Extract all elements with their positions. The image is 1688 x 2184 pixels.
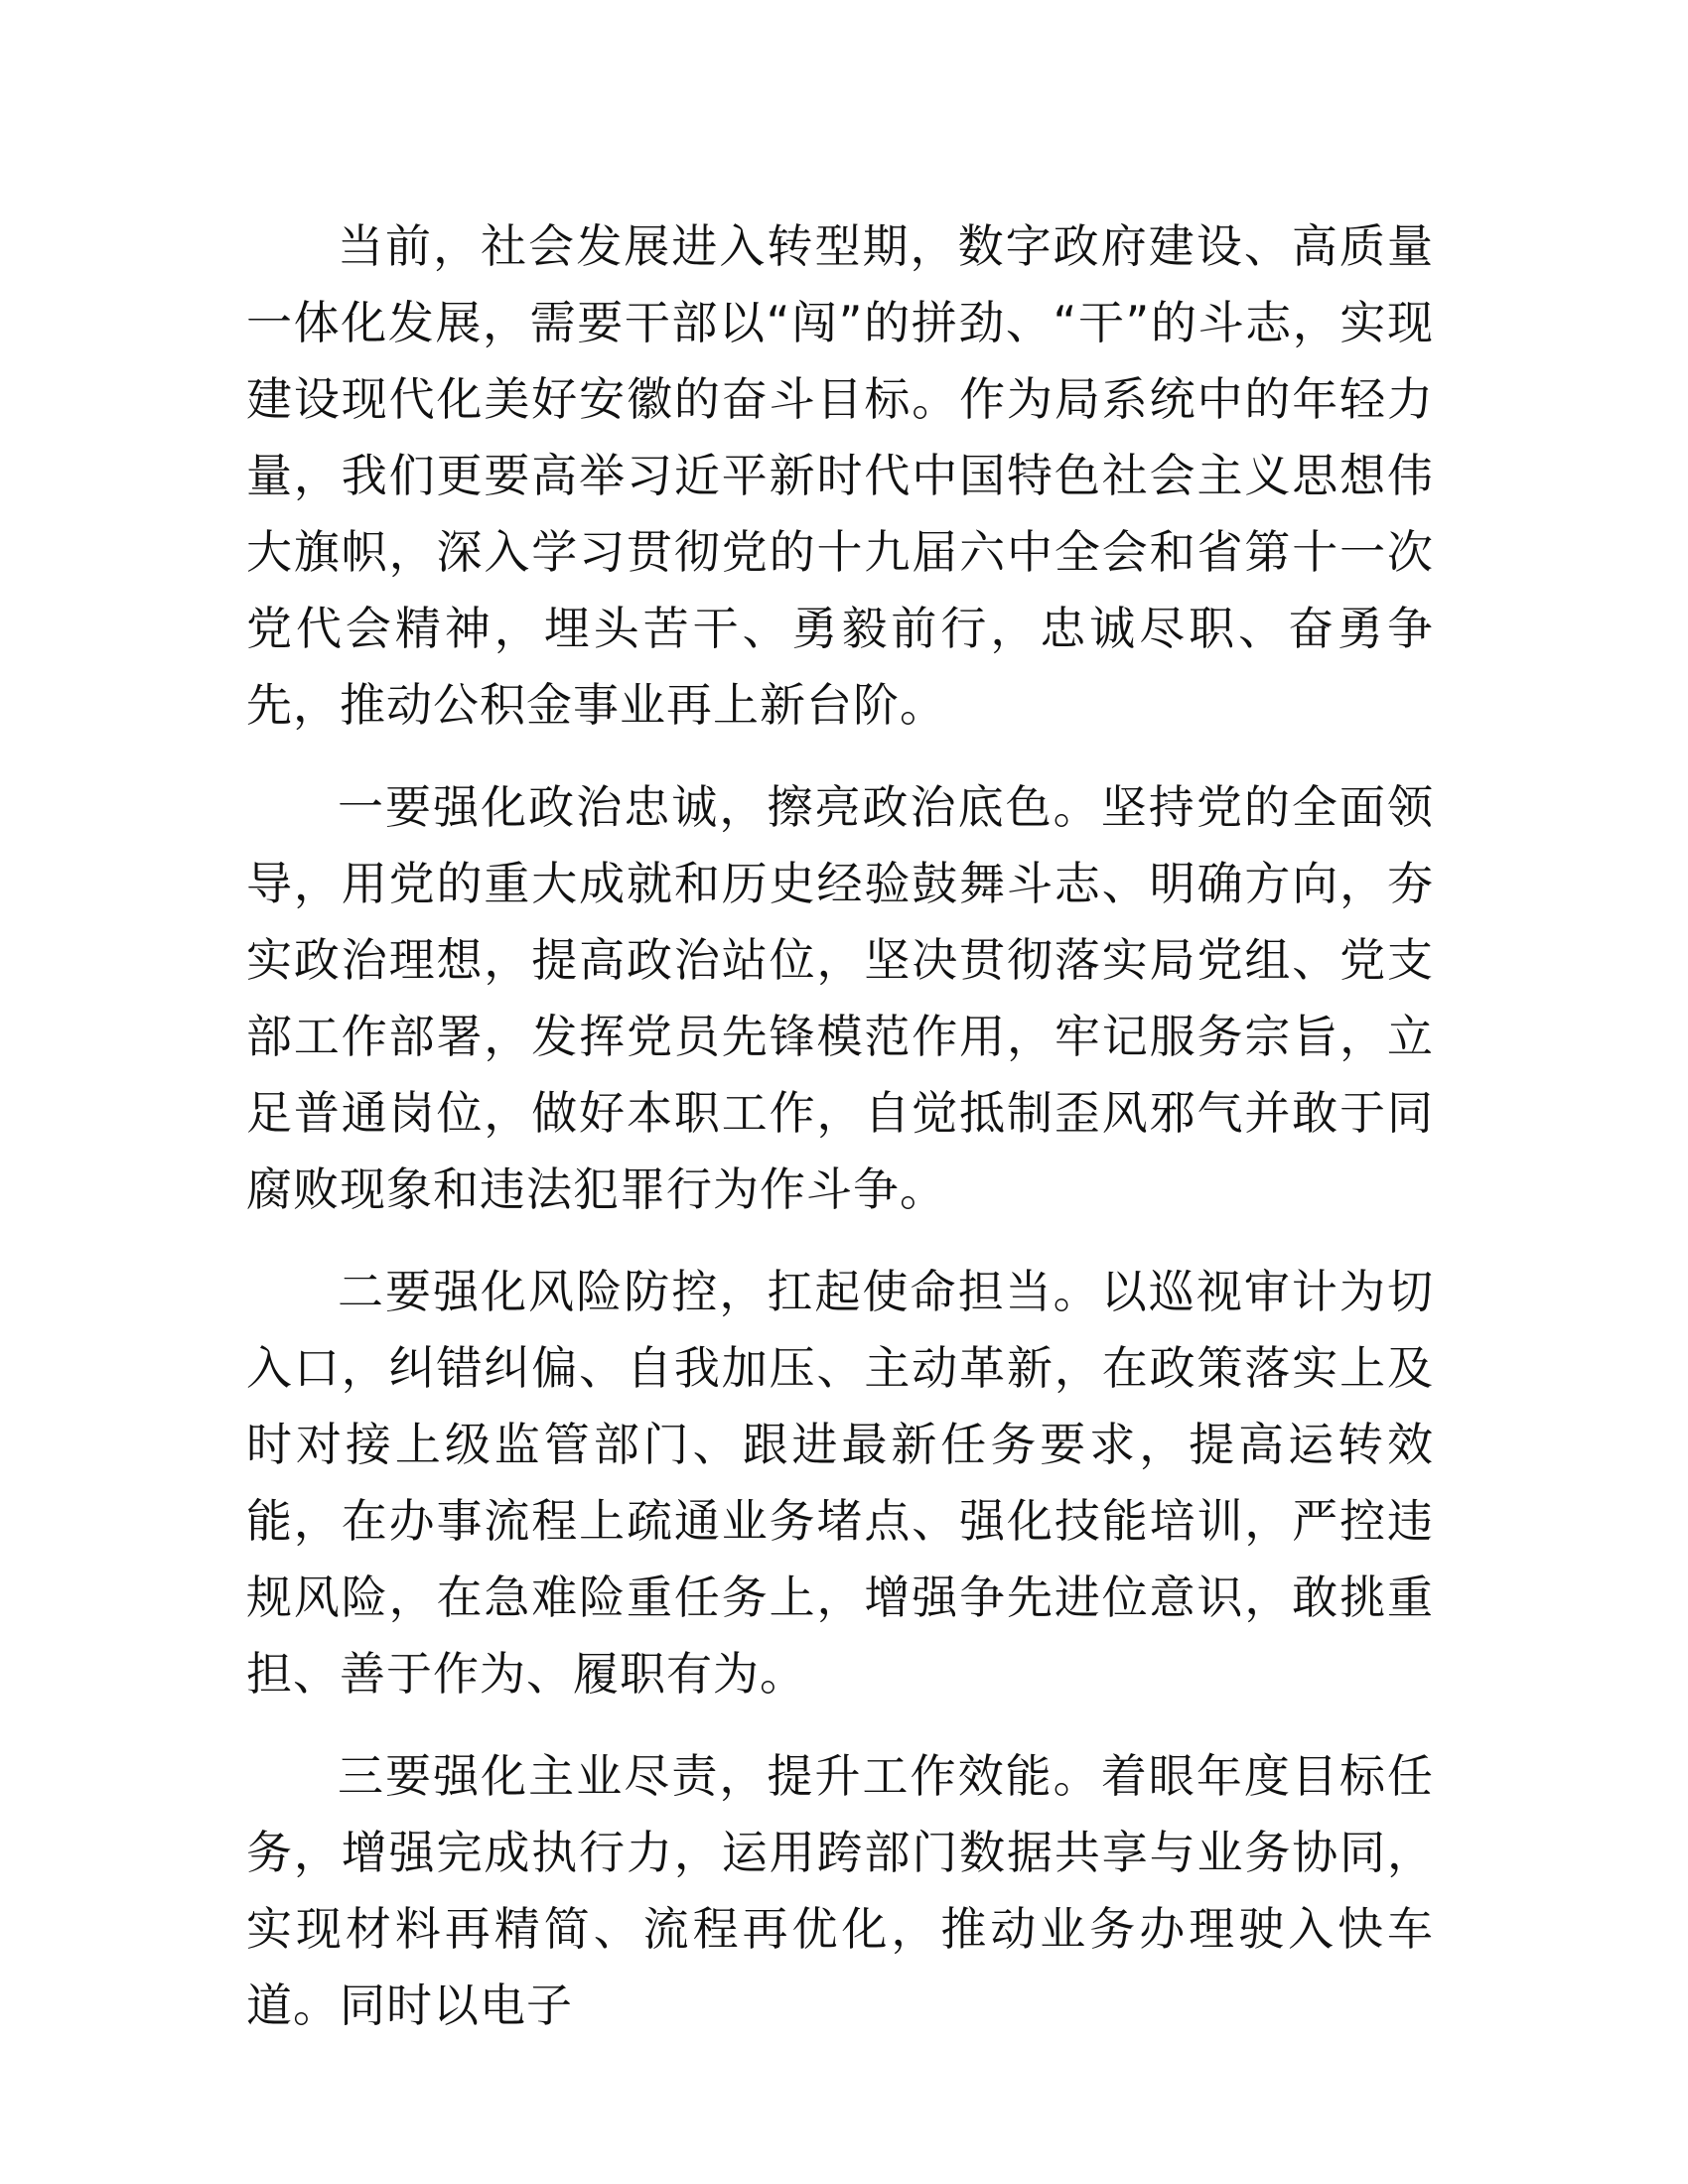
paragraph-work-efficiency: 三要强化主业尽责，提升工作效能。着眼年度目标任务，增强完成执行力，运用跨部门数据共享与业务协同，实现材料再精简、流程再优化，推动业务办理驶入快车道。同时以电子	[246, 1749, 1434, 2032]
paragraph-political-loyalty: 一要强化政治忠诚，擦亮政治底色。坚持党的全面领导，用党的重大成就和历史经验鼓舞斗志、明确方向，夯实政治理想，提高政治站位，坚决贯彻落实局党组、党支部工作部署，发挥党员先锋模范作用，牢记服务宗旨，立足普通岗位，做好本职工作，自觉抵制歪风邪气并敢于同腐败现象和违法犯罪行为作斗争。	[246, 780, 1434, 1216]
paragraph-risk-control: 二要强化风险防控，扛起使命担当。以巡视审计为切入口，纠错纠偏、自我加压、主动革新，在政策落实上及时对接上级监管部门、跟进最新任务要求，提高运转效能，在办事流程上疏通业务堵点、强化技能培训，严控违规风险，在急难险重任务上，增强争先进位意识，敢挑重担、善于作为、履职有为。	[246, 1265, 1434, 1701]
document-body	[246, 208, 1434, 2044]
paragraph-intro: 当前，社会发展进入转型期，数字政府建设、高质量一体化发展，需要干部以“闯”的拼劲、“干”的斗志，实现建设现代化美好安徽的奋斗目标。作为局系统中的年轻力量，我们更要高举习近平新时代中国特色社会主义思想伟大旗帜，深入学习贯彻党的十九届六中全会和省第十一次党代会精神，埋头苦干、勇毅前行，忠诚尽职、奋勇争先，推动公积金事业再上新台阶。	[246, 219, 1434, 732]
